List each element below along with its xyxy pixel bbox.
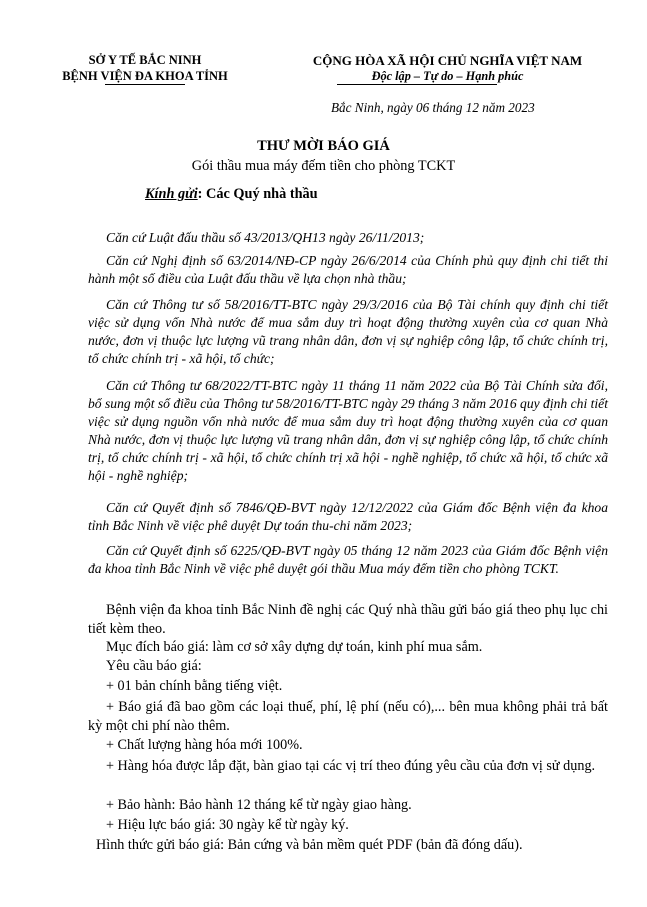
legal-basis-2: Căn cứ Nghị định số 63/2014/NĐ-CP ngày 26/6/2014 của Chính phủ quy định chi tiết thi hành một số điều của Luật đấu thầu về lựa chọn nhà thầu; bbox=[88, 253, 608, 286]
nation-title: CỘNG HÒA XÃ HỘI CHỦ NGHĨA VIỆT NAM bbox=[312, 53, 583, 68]
agency-name: BỆNH VIỆN ĐA KHOA TỈNH bbox=[62, 69, 228, 83]
recipient-label: Kính gửi bbox=[145, 186, 198, 202]
letter-subtitle: Gói thầu mua máy đếm tiền cho phòng TCKT bbox=[191, 158, 456, 174]
requirement-item: + Chất lượng hàng hóa mới 100%. bbox=[106, 737, 303, 753]
legal-basis-3: Căn cứ Thông tư số 58/2016/TT-BTC ngày 29/3/2016 của Bộ Tài chính quy định chi tiết việc sử dụng vốn Nhà nước để mua sắm duy trì hoạt động thường xuyên của cơ quan Nhà nước, đơn vị thuộc lực lượng vũ trang nhân dân, đơn vị sự nghiệp công lập, tổ chức chính trị, tổ chức chính trị - xã hội, tổ chức; bbox=[88, 297, 608, 366]
legal-basis-4: Căn cứ Thông tư 68/2022/TT-BTC ngày 11 tháng 11 năm 2022 của Bộ Tài Chính sửa đổi, bổ sung một số điều của Thông tư 58/2016/TT-BTC ngày 29 tháng 3 năm 2016 quy định chi tiết việc sử dụng nguồn vốn nhà nước để mua sắm duy trì hoạt động thường xuyên của cơ quan Nhà nước, đơn vị thuộc lực lượng vũ trang nhân dân, đơn vị sự nghiệp công lập, tổ chức chính trị, tổ chức chính trị - xã hội, tổ chức chính trị xã hội - nghề nghiệp, tổ chức xã hội, tổ chức xã hội - nghề nghiệp; bbox=[88, 378, 608, 483]
request-purpose: Mục đích báo giá: làm cơ sở xây dựng dự toán, kinh phí mua sắm. bbox=[106, 639, 483, 655]
requirement-item: + Hiệu lực báo giá: 30 ngày kể từ ngày ký. bbox=[106, 817, 349, 833]
agency-parent: SỞ Y TẾ BẮC NINH bbox=[88, 53, 202, 67]
legal-basis-5: Căn cứ Quyết định số 7846/QĐ-BVT ngày 12/12/2022 của Giám đốc Bệnh viện đa khoa tỉnh Bắc Ninh về việc phê duyệt Dự toán thu-chi năm 2023; bbox=[88, 500, 608, 533]
place-date: Bắc Ninh, ngày 06 tháng 12 năm 2023 bbox=[331, 100, 535, 115]
recipient-value: : Các Quý nhà thầu bbox=[197, 186, 318, 202]
requirements-label: Yêu cầu báo giá: bbox=[106, 658, 202, 674]
requirement-item: + 01 bản chính bằng tiếng việt. bbox=[106, 678, 283, 694]
requirement-item: + Bảo hành: Bảo hành 12 tháng kể từ ngày giao hàng. bbox=[106, 797, 412, 813]
agency-underline bbox=[105, 84, 185, 85]
recipient-line bbox=[145, 186, 318, 203]
nation-motto: Độc lập – Tự do – Hạnh phúc bbox=[371, 69, 524, 83]
legal-basis-6: Căn cứ Quyết định số 6225/QĐ-BVT ngày 05 tháng 12 năm 2023 của Giám đốc Bệnh viện đa khoa tỉnh Bắc Ninh về việc phê duyệt gói thầu Mua máy đếm tiền cho phòng TCKT. bbox=[88, 543, 608, 576]
legal-basis-1: Căn cứ Luật đấu thầu số 43/2013/QH13 ngày 26/11/2013; bbox=[106, 230, 425, 245]
motto-underline bbox=[337, 84, 497, 85]
request-intro: Bệnh viện đa khoa tỉnh Bắc Ninh đề nghị các Quý nhà thầu gửi báo giá theo phụ lục chi tiết kèm theo. bbox=[88, 602, 608, 637]
letter-title: THƯ MỜI BÁO GIÁ bbox=[257, 138, 390, 154]
requirement-item: + Báo giá đã bao gồm các loại thuế, phí, lệ phí (nếu có),... bên mua không phải trả bất kỳ một chi phí nào thêm. bbox=[88, 699, 608, 734]
requirement-item: + Hàng hóa được lắp đặt, bàn giao tại các vị trí theo đúng yêu cầu của đơn vị sử dụng. bbox=[106, 758, 596, 774]
submission-method: Hình thức gửi báo giá: Bản cứng và bản mềm quét PDF (bản đã đóng dấu). bbox=[96, 837, 523, 853]
